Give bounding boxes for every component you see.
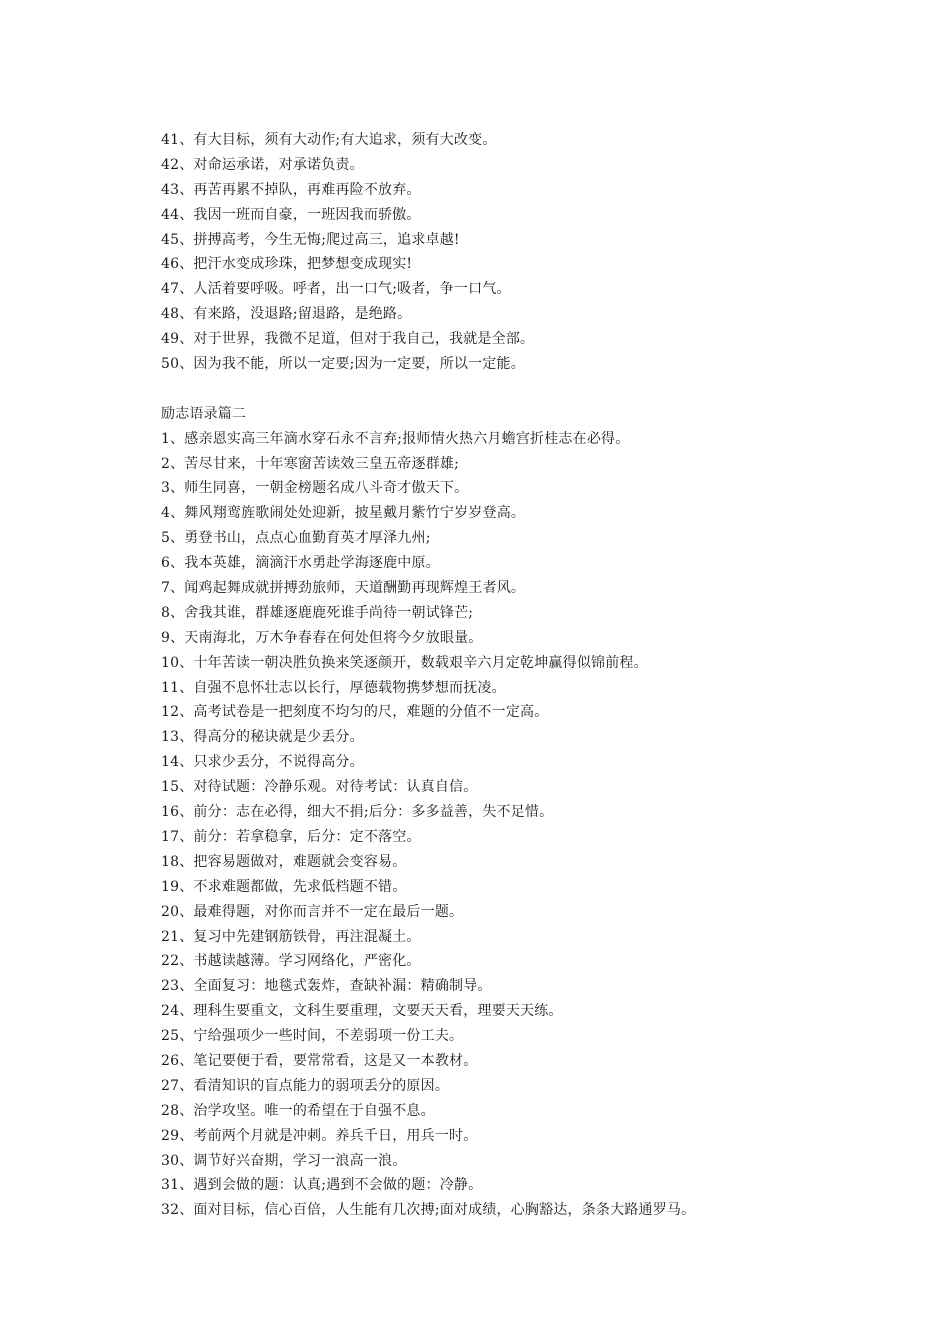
list-item: 3、师生同喜，一朝金榜题名成八斗奇才傲天下。 — [161, 480, 469, 497]
list-item: 15、对待试题：冷静乐观。对待考试：认真自信。 — [161, 779, 478, 796]
list-item: 50、因为我不能，所以一定要;因为一定要，所以一定能。 — [161, 356, 525, 373]
list-item: 44、我因一班而自豪，一班因我而骄傲。 — [161, 206, 421, 223]
list-item: 49、对于世界，我微不足道，但对于我自己，我就是全部。 — [161, 331, 535, 348]
list-item: 5、勇登书山，点点心血勤育英才厚泽九州; — [161, 530, 431, 547]
list-item: 8、舍我其谁，群雄逐鹿鹿死谁手尚待一朝试锋芒; — [161, 604, 474, 621]
list-item: 18、把容易题做对，难题就会变容易。 — [161, 853, 407, 870]
document-body — [161, 128, 881, 1223]
list-item: 1、感亲恩实高三年滴水穿石永不言弃;报师情火热六月蟾宫折桂志在必得。 — [161, 430, 630, 447]
section-heading: 励志语录篇二 — [161, 405, 247, 422]
list-item: 10、十年苦读一朝决胜负换来笑逐颜开，数载艰辛六月定乾坤赢得似锦前程。 — [161, 654, 648, 671]
list-item: 27、看清知识的盲点能力的弱项丢分的原因。 — [161, 1077, 450, 1094]
list-item: 12、高考试卷是一把刻度不均匀的尺，难题的分值不一定高。 — [161, 704, 549, 721]
list-item: 47、人活着要呼吸。呼者，出一口气;吸者，争一口气。 — [161, 281, 511, 298]
quote-list-part-two — [161, 427, 881, 1224]
list-item: 30、调节好兴奋期，学习一浪高一浪。 — [161, 1152, 407, 1169]
list-item: 32、面对目标，信心百倍，人生能有几次搏;面对成绩，心胸豁达，条条大路通罗马。 — [161, 1202, 696, 1219]
list-item: 31、遇到会做的题：认真;遇到不会做的题：冷静。 — [161, 1177, 483, 1194]
list-item: 26、笔记要便于看，要常常看，这是又一本教材。 — [161, 1052, 478, 1069]
list-item: 19、不求难题都做，先求低档题不错。 — [161, 878, 407, 895]
list-item: 48、有来路，没退路;留退路，是绝路。 — [161, 306, 412, 323]
list-item: 46、把汗水变成珍珠，把梦想变成现实! — [161, 256, 413, 273]
list-item: 11、自强不息怀壮志以长行，厚德载物携梦想而抚凌。 — [161, 679, 506, 696]
list-item: 22、书越读越薄。学习网络化，严密化。 — [161, 953, 421, 970]
list-item: 28、治学攻坚。唯一的希望在于自强不息。 — [161, 1102, 435, 1119]
list-item: 43、再苦再累不掉队，再难再险不放弃。 — [161, 181, 421, 198]
list-item: 41、有大目标，须有大动作;有大追求，须有大改变。 — [161, 132, 497, 148]
list-item: 25、宁给强项少一些时间，不差弱项一份工夫。 — [161, 1028, 464, 1045]
list-item: 16、前分：志在必得，细大不捐;后分：多多益善，失不足惜。 — [161, 804, 554, 821]
blank-line — [161, 377, 881, 402]
list-item: 45、拼搏高考，今生无悔;爬过高三，追求卓越! — [161, 231, 460, 248]
list-item: 13、得高分的秘诀就是少丢分。 — [161, 729, 364, 746]
list-item: 14、只求少丢分，不说得高分。 — [161, 754, 364, 771]
list-item: 29、考前两个月就是冲刺。养兵千日，用兵一时。 — [161, 1127, 478, 1144]
list-item: 17、前分：若拿稳拿，后分：定不落空。 — [161, 828, 421, 845]
list-item: 7、闻鸡起舞成就拼搏劲旅师，天道酬勤再现辉煌王者风。 — [161, 580, 526, 597]
list-item: 2、苦尽甘来，十年寒窗苦读效三皇五帝逐群雄; — [161, 455, 460, 472]
list-item: 23、全面复习：地毯式轰炸，查缺补漏：精确制导。 — [161, 978, 492, 995]
list-item: 24、理科生要重文，文科生要重理，文要天天看，理要天天练。 — [161, 1003, 563, 1020]
quote-list-part-one — [161, 128, 881, 377]
list-item: 42、对命运承诺，对承诺负责。 — [161, 156, 364, 173]
list-item: 9、天南海北，万木争春春在何处但将今夕放眼量。 — [161, 629, 483, 646]
list-item: 21、复习中先建钢筋铁骨，再注混凝土。 — [161, 928, 421, 945]
list-item: 6、我本英雄，滴滴汗水勇赴学海逐鹿中原。 — [161, 555, 440, 572]
list-item: 4、舞风翔鸾旌歌闹处处迎新，披星戴月紫竹宁岁岁登高。 — [161, 505, 526, 522]
list-item: 20、最难得题，对你而言并不一定在最后一题。 — [161, 903, 464, 920]
